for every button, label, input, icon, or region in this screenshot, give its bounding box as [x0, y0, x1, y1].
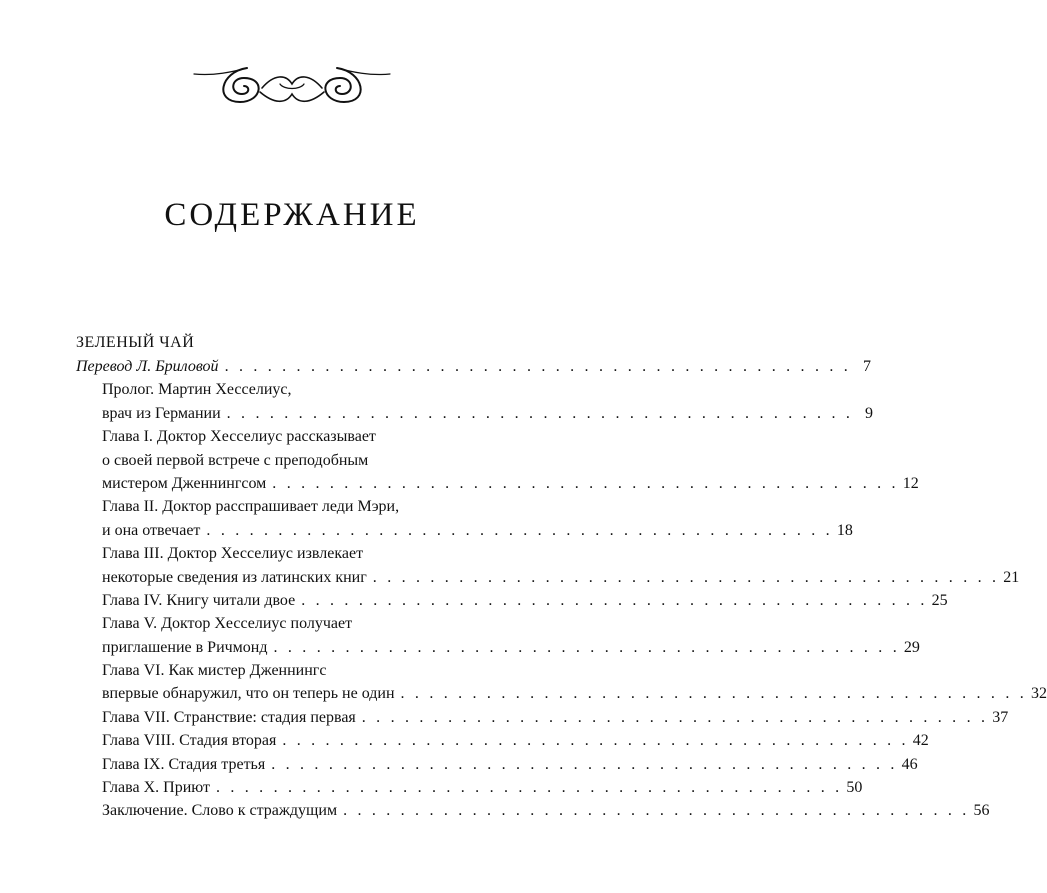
toc-entry-text: Заключение. Слово к страждущим [102, 802, 338, 820]
toc-entry-text: впервые обнаружил, что он теперь не один [102, 685, 395, 703]
toc-page-number: 7 [862, 358, 871, 375]
dot-leader: . . . . . . . . . . . . . . . . . . . . . . . . . . . . . . . . . . . . . . . . . . . . [282, 732, 909, 750]
toc-page-number: 37 [992, 708, 1009, 726]
toc-entry-line [76, 776, 863, 799]
dot-leader: . . . . . . . . . . . . . . . . . . . . . . . . . . . . . . . . . . . . . . . . . . . . [273, 638, 900, 656]
toc-entry[interactable] [76, 706, 1009, 729]
dot-leader: . . . . . . . . . . . . . . . . . . . . . . . . . . . . . . . . . . . . . . . . . . . . [400, 685, 1027, 703]
toc-entry-text: Глава IV. Книгу читали двое [102, 591, 296, 609]
toc-page-number: 21 [1003, 568, 1020, 586]
toc-entry-line [76, 449, 505, 472]
dot-leader: . . . . . . . . . . . . . . . . . . . . . . . . . . . . . . . . . . . . . . . . . . . . [226, 404, 854, 422]
toc-entries [76, 355, 1047, 823]
toc-entry-text: приглашение в Ричмонд [102, 638, 268, 656]
toc-entry-line [76, 799, 990, 822]
toc-entry-text: и она отвечает [102, 521, 201, 539]
toc-entry-text: Глава II. Доктор расспрашивает леди Мэри, [102, 498, 400, 516]
dot-leader: . . . . . . . . . . . . . . . . . . . . . . . . . . . . . . . . . . . . . . . . . . . . [372, 568, 1000, 586]
toc-entry-line [76, 542, 505, 565]
toc-entry[interactable] [76, 729, 929, 752]
toc-entry-line [76, 519, 853, 542]
toc-entry-line [76, 682, 1047, 705]
flourish-ornament-icon [192, 60, 392, 115]
toc-entry[interactable] [76, 495, 853, 542]
toc-entry-text: некоторые сведения из латинских книг [102, 568, 367, 586]
toc-entry-line [76, 472, 919, 495]
toc-page-number: 32 [1030, 685, 1047, 703]
toc-entry-line [76, 495, 505, 518]
toc-entry-text: о своей первой встрече с преподобным [102, 451, 369, 469]
toc-entry-line [76, 402, 874, 425]
toc-entry[interactable] [76, 799, 990, 822]
toc-page-number: 29 [903, 638, 920, 656]
toc-entry-line [76, 729, 929, 752]
toc-entry[interactable] [76, 542, 1020, 589]
page-title: СОДЕРЖАНИЕ [164, 197, 420, 233]
toc-entry-text: Глава VII. Странствие: стадия первая [102, 708, 356, 726]
toc-entry[interactable] [76, 612, 920, 659]
dot-leader: . . . . . . . . . . . . . . . . . . . . . . . . . . . . . . . . . . . . . . . . . . . . [301, 591, 928, 609]
toc-entry-line [76, 566, 1020, 589]
toc-entry-text: Глава V. Доктор Хесселиус получает [102, 615, 353, 633]
toc-entry[interactable] [76, 776, 863, 799]
toc-entry-text: Глава X. Приют [102, 779, 210, 797]
toc-entry[interactable] [76, 753, 918, 776]
toc-entry-text: Глава I. Доктор Хесселиус рассказывает [102, 428, 376, 446]
toc-entry-line [76, 659, 505, 682]
toc-entry-text: Пролог. Мартин Хесселиус, [102, 381, 292, 399]
toc-entry-line [76, 706, 1009, 729]
toc-entry-text: Глава VI. Как мистер Дженнингс [102, 662, 327, 680]
toc-page-number: 25 [931, 591, 948, 609]
toc-entry-text: Глава III. Доктор Хесселиус извлекает [102, 545, 364, 563]
toc-entry[interactable] [76, 355, 871, 378]
toc-entry-text: Перевод Л. Бриловой [76, 358, 219, 375]
section-title: ЗЕЛЕНЫЙ ЧАЙ [76, 334, 195, 351]
toc-entry-line [76, 425, 505, 448]
dot-leader: . . . . . . . . . . . . . . . . . . . . . . . . . . . . . . . . . . . . . . . . . . . . [271, 755, 898, 773]
toc-entry-line [76, 355, 871, 378]
dot-leader: . . . . . . . . . . . . . . . . . . . . . . . . . . . . . . . . . . . . . . . . . . . . [361, 708, 989, 726]
dot-leader: . . . . . . . . . . . . . . . . . . . . . . . . . . . . . . . . . . . . . . . . . . . . [206, 521, 833, 539]
table-of-contents [76, 331, 1047, 823]
toc-entry-text: Глава VIII. Стадия вторая [102, 732, 277, 750]
toc-page-number: 18 [836, 521, 853, 539]
dot-leader: . . . . . . . . . . . . . . . . . . . . . . . . . . . . . . . . . . . . . . . . . . . . [343, 802, 970, 820]
toc-entry-text: мистером Дженнингсом [102, 474, 267, 492]
toc-page-number: 42 [912, 732, 929, 750]
toc-page-number: 12 [902, 474, 919, 492]
toc-entry[interactable] [76, 589, 948, 612]
toc-entry[interactable] [76, 659, 1047, 706]
toc-entry-text: Глава IX. Стадия третья [102, 755, 266, 773]
toc-page-number: 46 [901, 755, 918, 773]
toc-entry-line [76, 589, 948, 612]
toc-entry-line [76, 753, 918, 776]
toc-page-number: 56 [973, 802, 990, 820]
dot-leader: . . . . . . . . . . . . . . . . . . . . . . . . . . . . . . . . . . . . . . . . . . . . [224, 358, 851, 375]
toc-page-number: 9 [865, 404, 874, 422]
toc-page-number: 50 [846, 779, 863, 797]
dot-leader: . . . . . . . . . . . . . . . . . . . . . . . . . . . . . . . . . . . . . . . . . . . . [215, 779, 843, 797]
toc-entry-line [76, 636, 920, 659]
dot-leader: . . . . . . . . . . . . . . . . . . . . . . . . . . . . . . . . . . . . . . . . . . . . [272, 474, 899, 492]
toc-entry-text: врач из Германии [102, 404, 221, 422]
toc-entry[interactable] [76, 425, 919, 495]
toc-entry-line [76, 612, 505, 635]
toc-entry[interactable] [76, 378, 874, 425]
toc-entry-line [76, 378, 505, 401]
